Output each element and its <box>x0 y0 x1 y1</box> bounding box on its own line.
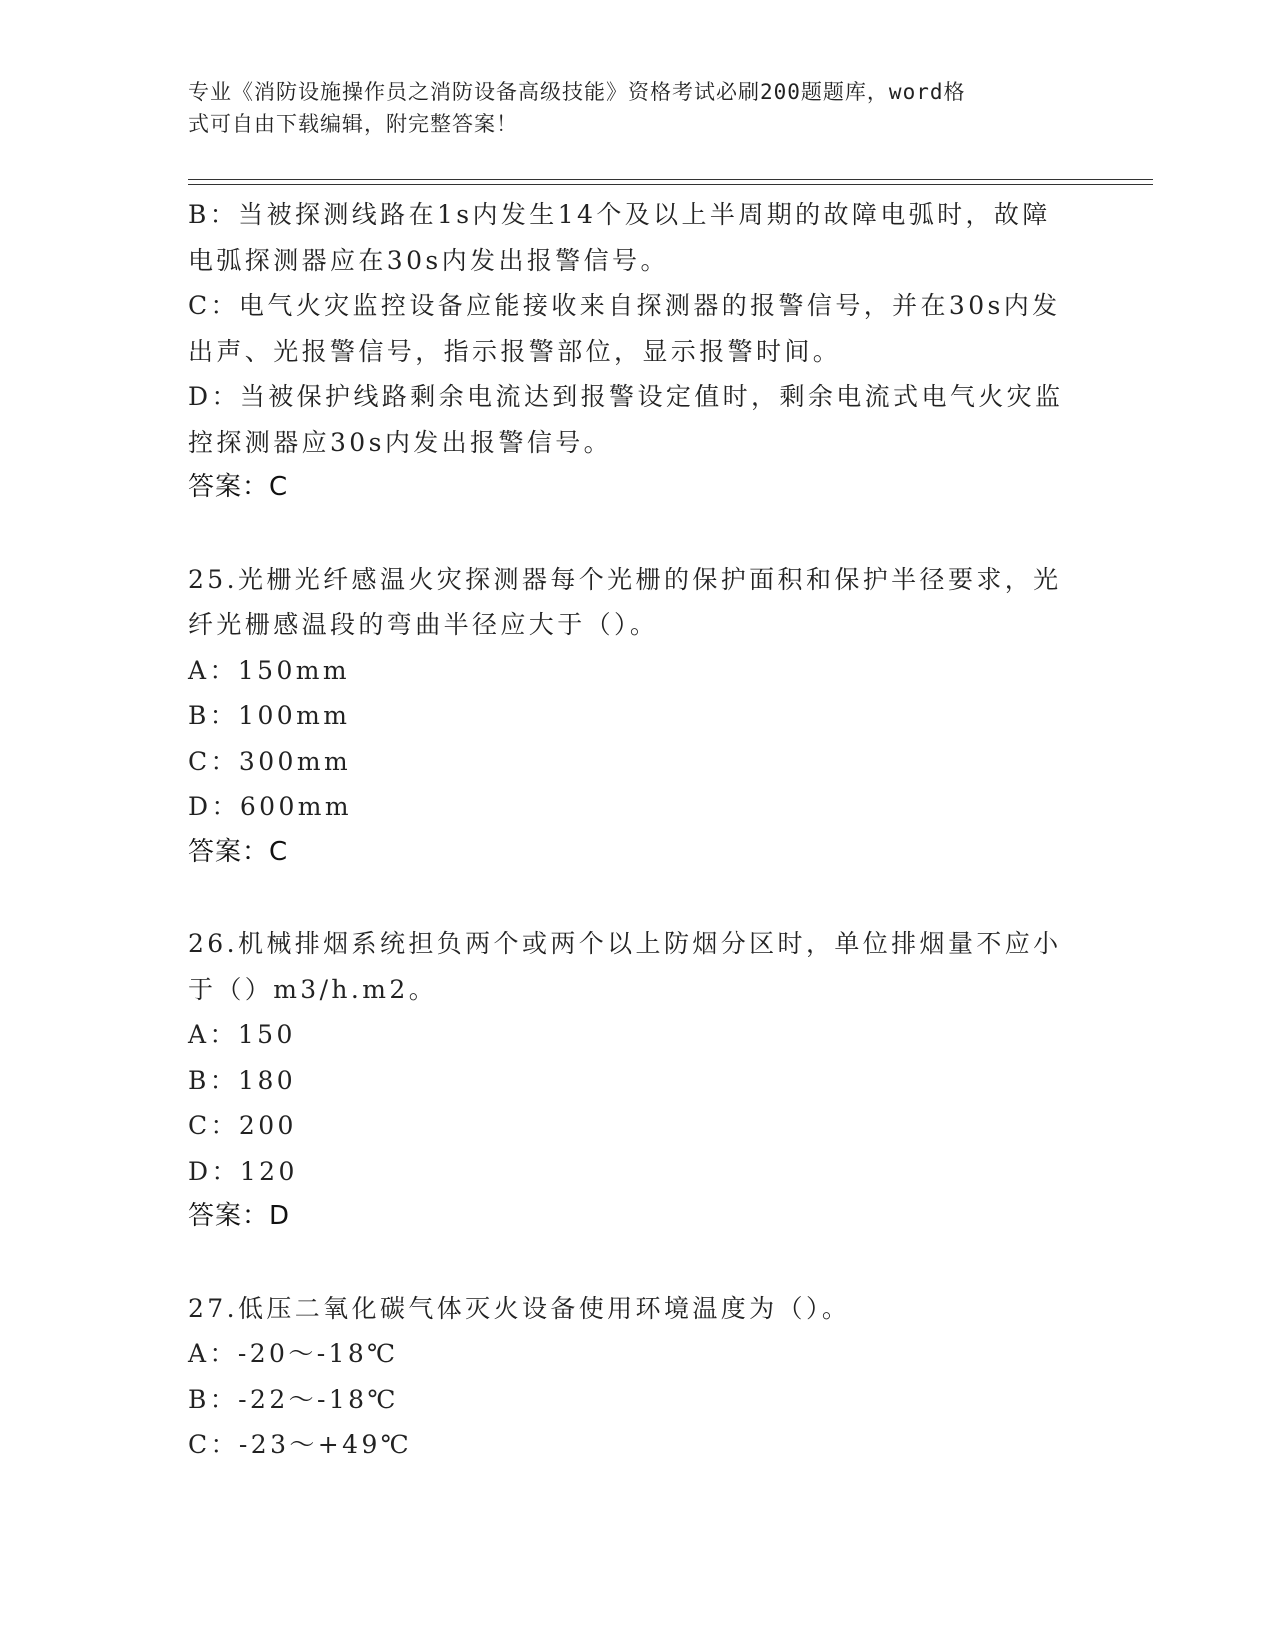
q27-option-b: B：-22～-18℃ <box>188 1384 399 1414</box>
q26-stem-line-2: 于（）m3/h.m2。 <box>188 974 438 1004</box>
q25-option-b: B：100mm <box>188 701 351 730</box>
q25-answer: 答案：C <box>188 836 289 867</box>
header-line-2: 式可自由下载编辑，附完整答案！ <box>188 112 518 136</box>
q25-option-a: A：150mm <box>188 655 350 685</box>
question-content <box>188 192 1088 1468</box>
document-header <box>188 76 1068 140</box>
q24-option-c-line-2: 出声、光报警信号，指示报警部位，显示报警时间。 <box>188 336 842 366</box>
spacer <box>188 875 1088 921</box>
spacer <box>188 511 1088 557</box>
q26-answer: 答案：D <box>188 1201 291 1231</box>
question-26 <box>188 921 1088 1240</box>
question-27 <box>188 1286 1088 1468</box>
q24-option-d-line-2: 控探测器应30s内发出报警信号。 <box>188 427 613 457</box>
q25-stem-line-2: 纤光栅感温段的弯曲半径应大于（）。 <box>188 610 659 639</box>
question-25 <box>188 557 1088 876</box>
q24-option-c-line-1: C：电气火灾监控设备应能接收来自探测器的报警信号，并在30s内发 <box>188 291 1061 320</box>
q24-answer: 答案：C <box>188 472 289 502</box>
q27-option-a: A：-20～-18℃ <box>188 1339 399 1368</box>
q24-option-d-line-1: D：当被保护线路剩余电流达到报警设定值时，剩余电流式电气火灾监 <box>188 382 1064 411</box>
q25-option-d: D：600mm <box>188 792 352 821</box>
q26-stem-line-1: 26.机械排烟系统担负两个或两个以上防烟分区时，单位排烟量不应小 <box>188 929 1062 958</box>
q27-stem-line-1: 27.低压二氧化碳气体灭火设备使用环境温度为（）。 <box>188 1293 851 1323</box>
q25-option-c: C：300mm <box>188 746 352 776</box>
q25-stem-line-1: 25.光栅光纤感温火灾探测器每个光栅的保护面积和保护半径要求，光 <box>188 564 1062 594</box>
header-divider-bottom <box>188 184 1153 185</box>
q26-option-c: C：200 <box>188 1111 297 1140</box>
q26-option-d: D：120 <box>188 1156 298 1186</box>
q26-option-b: B：180 <box>188 1065 297 1095</box>
spacer <box>188 1240 1088 1286</box>
q24-option-b-line-2: 电弧探测器应在30s内发出报警信号。 <box>188 245 669 275</box>
question-24 <box>188 192 1088 511</box>
header-divider-top <box>188 179 1153 180</box>
q26-option-a: A：150 <box>188 1020 296 1049</box>
q27-option-c: C：-23～+49℃ <box>188 1430 413 1459</box>
q24-option-b-line-1: B：当被探测线路在1s内发生14个及以上半周期的故障电弧时，故障 <box>188 200 1051 229</box>
header-line-1: 专业《消防设施操作员之消防设备高级技能》资格考试必刷200题题库，word格 <box>188 80 966 104</box>
